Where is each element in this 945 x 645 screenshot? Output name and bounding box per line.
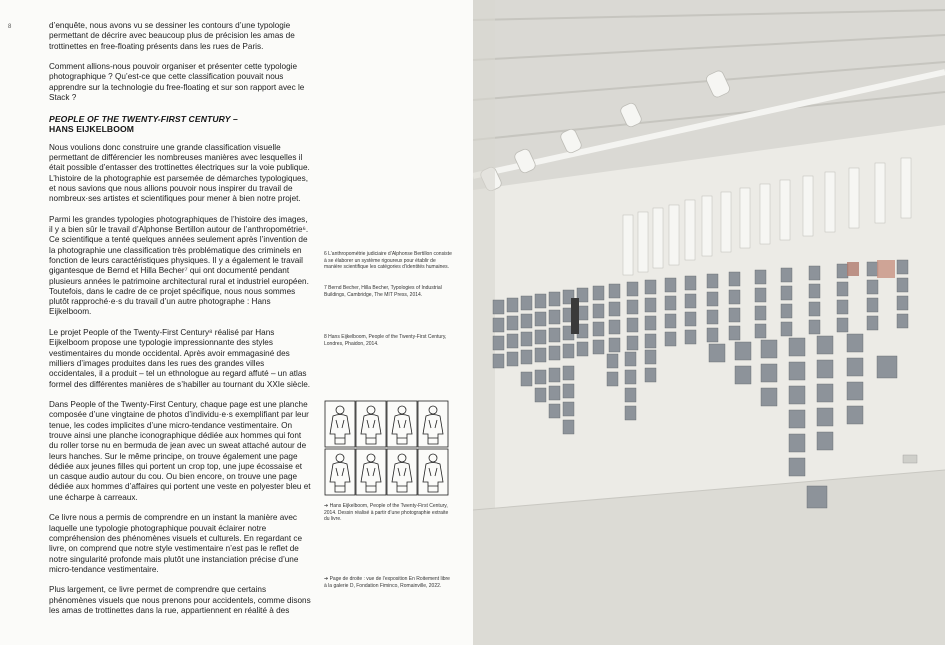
paragraph-1: d’enquête, nous avons vu se dessiner les contours d’une typologie permettant de décrire avec beaucoup plus de précision les amas de trottinettes en free-floating présents dans les rues de Paris. bbox=[49, 21, 295, 51]
main-text-column bbox=[49, 21, 311, 627]
footnote-6: 6 L’anthropométrie judiciaire d’Alphonse Bertillon consiste à se élaborer un système rigoureux pour établir de manière scientifique les catégories d’identités humaines. bbox=[324, 251, 452, 271]
heading-author: HANS EIJKELBOOM bbox=[49, 124, 135, 135]
section-heading bbox=[49, 114, 311, 135]
figure-caption: ➔ Hans Eijkelboom, People of the Twenty-First Century, 2014. Dessin réalisé à partir d’une photographie extraite du livre. bbox=[324, 503, 449, 523]
paragraph-8: Plus largement, ce livre permet de comprendre que certains phénomènes visuels que nous prenons pour accidentels, comme disons les amas de trottinettes dans la rue, appartiennent en réalité à des bbox=[49, 585, 311, 616]
heading-title: PEOPLE OF THE TWENTY-FIRST CENTURY – bbox=[49, 113, 238, 124]
footnote-7: 7 Bernd Becher, Hilla Becher, Typologies of Industrial Buildings, Cambridge, The MIT Press, 2014. bbox=[324, 285, 442, 298]
paragraph-7: Ce livre nous a permis de comprendre en un instant la manière avec laquelle une typologie photographique pouvait éclairer notre compréhension des phénomènes visuels et culturels. En regardant ce livre, on comprend que notre style vestimentaire n’est pas le reflet de notre singularité profonde mais plutôt une instanciation précise d’une micro-tendance vestimentaire. bbox=[49, 513, 303, 574]
paragraph-5: Le projet People of the Twenty-First Century⁸ réalisé par Hans Eijkelboom propose une typologie impressionnante des styles vestimentaires du monde occidental. Après avoir emmagasiné des milliers d’images produites dans les rues des grandes villes occidentales, il a produit – tel un ethnologue au regard affuté – un atlas formel des différentes manières de s’habiller au tournant du XXIe siècle. bbox=[49, 328, 311, 389]
paragraph-4: Parmi les grandes typologies photographiques de l’histoire des images, il y a bien sûr le travail d’Alphonse Bertillon autour de l’anthropométrie⁶. Ce scientifique a tenté quelques années seulement après l’invention de la photographie une classification très problématique des criminels en fonction de leurs caractéristiques physiques. Il y a également le travail gigantesque de Bernd et Hilla Becher⁷ qui ont documenté pendant plusieurs années le patrimoine architectural rural et industriel européen. Toutefois, dans le cadre de ce projet spécifique, nous nous sommes plutôt rapproché·e·s du travail d’un autre photographe : Hans Eijkelboom. bbox=[49, 214, 309, 317]
footnote-8: 8 Hans Eijkelboom, People of the Twenty-First Century, Londres, Phaidon, 2014. bbox=[324, 334, 447, 347]
photo-caption: ➔ Page de droite : vue de l’exposition En Roitement libre à la galerie D, Fondation Fiminco, Romainville, 2022. bbox=[324, 576, 450, 589]
paragraph-2: Comment allions-nous pouvoir organiser et présenter cette typologie photographique ? Qu’est-ce que cette classification pouvait nous apprendre sur la technologie du free-floating et sur son rapport avec le Stack ? bbox=[49, 62, 305, 103]
page-number: 8 bbox=[8, 24, 12, 30]
eijkelboom-drawing-figure bbox=[324, 400, 449, 498]
exhibition-photo bbox=[473, 0, 945, 645]
paragraph-6: Dans People of the Twenty-First Century, chaque page est une planche composée d’une vingtaine de photos d’individu·e·s exemplifiant par leur tenue, les codes implicites d’une micro-tendance vestimentaire. On trouve ainsi une planche iconographique dédiée aux hommes qui font du roller torse nu en bermuda de jean avec un sweat attaché autour de leurs hanches. Sur le même principe, on trouve également une page dédiée aux jeunes filles qui portent un crop top, une jupe écossaise et un casque audio autour du cou. Ou bien encore, on trouve une page dédiée aux hommes d’affaires qui portent une veste en polyester bleu et une écharpe à carreaux. bbox=[49, 400, 311, 502]
paragraph-3: Nous voulions donc construire une grande classification visuelle permettant de différencier les nombreuses manières avec lesquelles il était possible d’entasser des trottinettes électriques sur la voie publique. L’histoire de la photographie est parsemée de démarches typologiques, et nous savions que nous allions pouvoir nous inspirer du travail de nombreux·ses artistes et scientifiques pour mener à bien notre projet. bbox=[49, 142, 310, 204]
